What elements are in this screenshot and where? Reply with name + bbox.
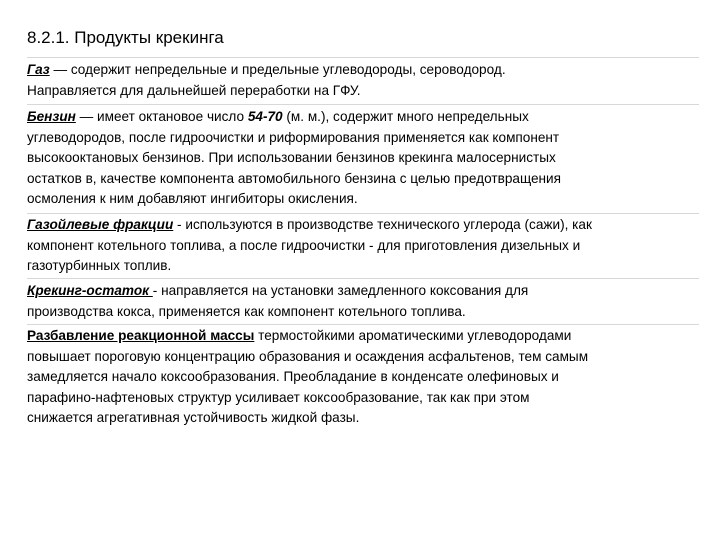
separator — [27, 57, 699, 58]
octane-number: 54-70 — [247, 109, 283, 124]
paragraph-line: Газ — содержит непредельные и предельные углеводороды, сероводород. — [27, 62, 506, 77]
paragraph-gasoline — [27, 107, 699, 210]
paragraph-line: Газойлевые фракции - используются в производстве технического углерода (сажи), как — [27, 217, 592, 232]
paragraph-dilution — [27, 326, 699, 429]
paragraph-line: Бензин — имеет октановое число 54-70 (м. м.), содержит много непредельных — [27, 109, 529, 124]
separator — [27, 213, 699, 214]
paragraph-line: Направляется для дальнейшей переработки на ГФУ. — [27, 82, 361, 98]
paragraph-line: повышает пороговую концентрацию образования и осаждения асфальтенов, тем самым — [27, 348, 589, 364]
paragraph-line: компонент котельного топлива, а после гидроочистки - для приготовления дизельных и — [27, 237, 581, 253]
paragraph-line: снижается агрегативная устойчивость жидкой фазы. — [27, 410, 360, 425]
term-gasoil: Газойлевые фракции — [27, 217, 174, 232]
paragraph-line: углеводородов, после гидроочистки и риформирования применяется как компонент — [27, 129, 560, 145]
separator — [27, 324, 699, 325]
term-residue: Крекинг-остаток — [27, 283, 153, 298]
paragraph-line: Крекинг-остаток - направляется на установки замедленного коксования для — [27, 283, 529, 298]
term-gasoline: Бензин — [27, 109, 76, 124]
term-gas: Газ — [27, 62, 50, 77]
paragraph-line: производства кокса, применяется как компонент котельного топлива. — [27, 303, 466, 319]
paragraph-gas — [27, 60, 699, 101]
paragraph-line: высокооктановых бензинов. При использовании бензинов крекинга малосернистых — [27, 150, 556, 165]
paragraph-line: замедляется начало коксообразования. Преобладание в конденсате олефиновых и — [27, 369, 559, 384]
paragraph-line: газотурбинных топлив. — [27, 258, 172, 273]
paragraph-residue — [27, 281, 699, 322]
separator — [27, 278, 699, 279]
term-dilution: Разбавление реакционной массы — [27, 328, 255, 343]
paragraph-line: осмоления к ним добавляют ингибиторы окисления. — [27, 191, 358, 206]
paragraph-line: остатков в, качестве компонента автомобильного бензина с целью предотвращения — [27, 170, 561, 186]
paragraph-gasoil — [27, 215, 699, 277]
paragraph-line: Разбавление реакционной массы термостойкими ароматическими углеводородами — [27, 328, 572, 343]
slide-title: 8.2.1. Продукты крекинга — [27, 28, 224, 47]
separator — [27, 104, 699, 105]
paragraph-line: парафино-нафтеновых структур усиливает коксообразование, так как при этом — [27, 389, 530, 405]
